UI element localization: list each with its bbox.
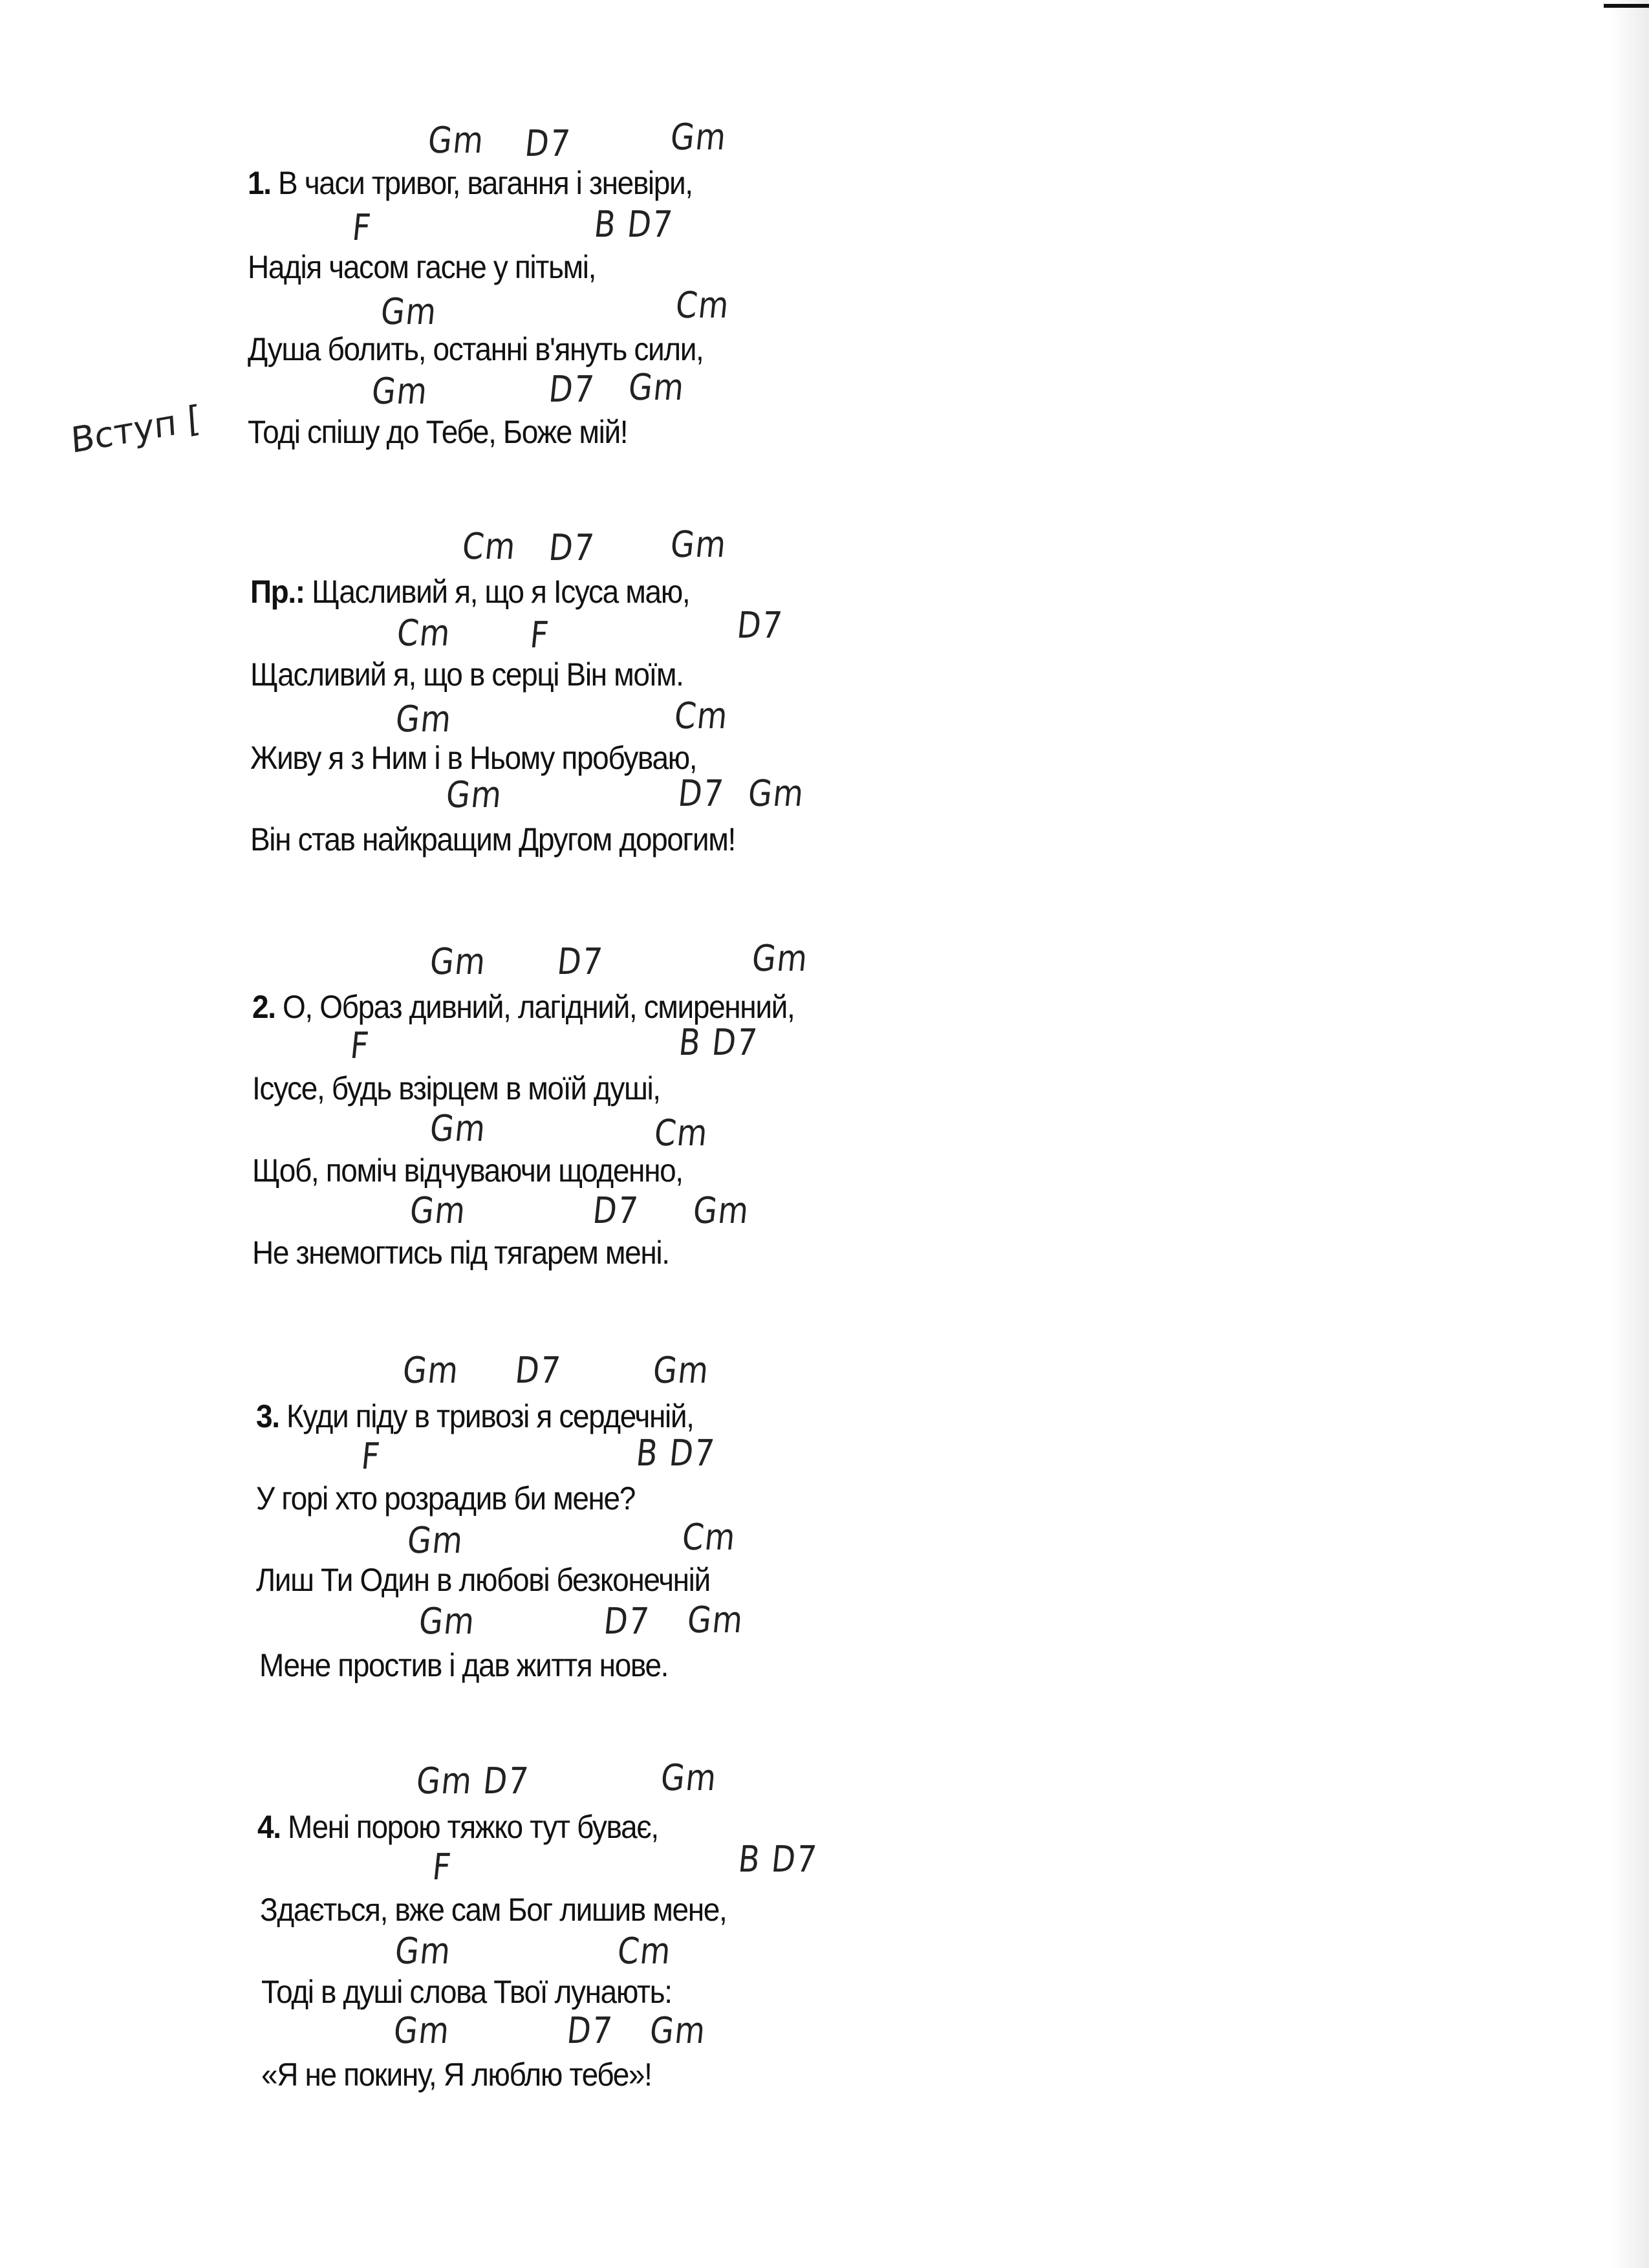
chord: Cm bbox=[615, 1930, 674, 1972]
verse-number: 1. bbox=[248, 165, 271, 201]
chord: Cm bbox=[394, 612, 453, 654]
chord: Gm bbox=[405, 1520, 466, 1562]
chord: B D7 bbox=[592, 204, 676, 246]
chord: Gm bbox=[393, 1930, 454, 1972]
chord: B D7 bbox=[736, 1839, 820, 1881]
chord: F bbox=[359, 1436, 383, 1478]
chord: Gm bbox=[427, 1108, 489, 1150]
verse-number: 4. bbox=[257, 1809, 281, 1845]
chord: Gm bbox=[444, 774, 505, 816]
chord: D7 bbox=[565, 2010, 615, 2052]
chord: Gm bbox=[668, 524, 729, 566]
chord: D7 bbox=[555, 941, 605, 983]
chorus-line: Живу я з Ним і в Ньому пробуваю, bbox=[250, 740, 697, 776]
chord: Cm bbox=[460, 526, 519, 568]
chorus-line: Щасливий я, що в серці Він моїм. bbox=[250, 656, 684, 693]
chord: Cm bbox=[680, 1517, 738, 1559]
chord: D7 bbox=[601, 1601, 652, 1643]
chord: Gm bbox=[391, 2010, 453, 2052]
verse-line: 3. Куди піду в тривозі я сердечній, bbox=[256, 1398, 694, 1434]
chord: Gm D7 bbox=[414, 1760, 532, 1802]
chord: Gm bbox=[691, 1190, 752, 1232]
chord: Gm bbox=[651, 1350, 712, 1392]
chord: D7 bbox=[546, 369, 597, 411]
chord: Gm bbox=[400, 1350, 462, 1392]
chord: Cm bbox=[672, 695, 731, 737]
chord: Gm bbox=[658, 1757, 720, 1799]
verse-line: Тоді в душі слова Твої лунають: bbox=[261, 1974, 672, 2010]
chord: Gm bbox=[378, 291, 440, 333]
chord: F bbox=[528, 614, 552, 656]
chord: B D7 bbox=[634, 1432, 718, 1474]
verse-line: Щоб, поміч відчуваючи щоденно, bbox=[252, 1152, 683, 1189]
chord: F bbox=[348, 1025, 372, 1067]
chord: Cm bbox=[652, 1112, 711, 1154]
chord: D7 bbox=[513, 1350, 563, 1392]
verse-line: Мене простив і дав життя нове. bbox=[259, 1647, 669, 1683]
verse-line: 2. О, Образ дивний, лагідний, смиренний, bbox=[252, 989, 795, 1025]
verse-line: У горі хто розрадив би мене? bbox=[256, 1480, 635, 1517]
verse-number: 3. bbox=[256, 1398, 279, 1434]
verse-line: Надія часом гасне у пітьмі, bbox=[248, 249, 596, 285]
verse-line: Тоді спішу до Тебе, Боже мій! bbox=[248, 414, 628, 450]
chord: D7 bbox=[546, 527, 597, 569]
chord: Gm bbox=[685, 1599, 746, 1641]
chorus-line: Він став найкращим Другом дорогим! bbox=[250, 821, 735, 858]
verse-line: Не знемогтись під тягарем мені. bbox=[252, 1235, 669, 1271]
chord: F bbox=[350, 207, 374, 249]
verse-line: «Я не покину, Я люблю тебе»! bbox=[261, 2057, 652, 2093]
verse-line: Лиш Ти Один в любові безконечній bbox=[256, 1562, 710, 1598]
verse-line: 1. В часи тривог, вагання і зневіри, bbox=[248, 165, 693, 201]
chord: Gm bbox=[407, 1190, 469, 1232]
chorus-line: Пр.: Щасливий я, що я Ісуса маю, bbox=[250, 574, 690, 610]
chord: Gm bbox=[426, 120, 487, 162]
verse-number: 2. bbox=[252, 989, 275, 1025]
chord: B D7 bbox=[676, 1022, 760, 1064]
chord: Gm bbox=[647, 2010, 709, 2052]
scan-shadow-edge bbox=[1610, 0, 1649, 2268]
chord: Gm bbox=[416, 1601, 478, 1643]
verse-line: Душа болить, останні в'януть сили, bbox=[248, 331, 704, 367]
chorus-label: Пр.: bbox=[250, 574, 305, 610]
chord: Gm bbox=[369, 371, 431, 413]
chord: Gm bbox=[626, 367, 687, 409]
chord: Gm bbox=[427, 941, 489, 983]
chord: Gm bbox=[746, 773, 807, 815]
margin-note-intro: Вступ [ bbox=[69, 397, 202, 462]
chord: Gm bbox=[668, 116, 729, 158]
chord: D7 bbox=[676, 773, 726, 815]
chord: D7 bbox=[590, 1190, 641, 1232]
chord: Cm bbox=[673, 285, 732, 327]
chord: Gm bbox=[393, 698, 455, 740]
verse-line: 4. Мені порою тяжко тут буває, bbox=[257, 1809, 658, 1845]
scan-edge-mark bbox=[1604, 4, 1649, 8]
verse-line: Ісусе, будь взірцем в моїй душі, bbox=[252, 1070, 660, 1107]
verse-line: Здається, вже сам Бог лишив мене, bbox=[260, 1892, 727, 1928]
chord: D7 bbox=[735, 605, 785, 647]
chord: F bbox=[430, 1846, 454, 1888]
chord: Gm bbox=[749, 938, 811, 980]
chord: D7 bbox=[523, 123, 573, 165]
